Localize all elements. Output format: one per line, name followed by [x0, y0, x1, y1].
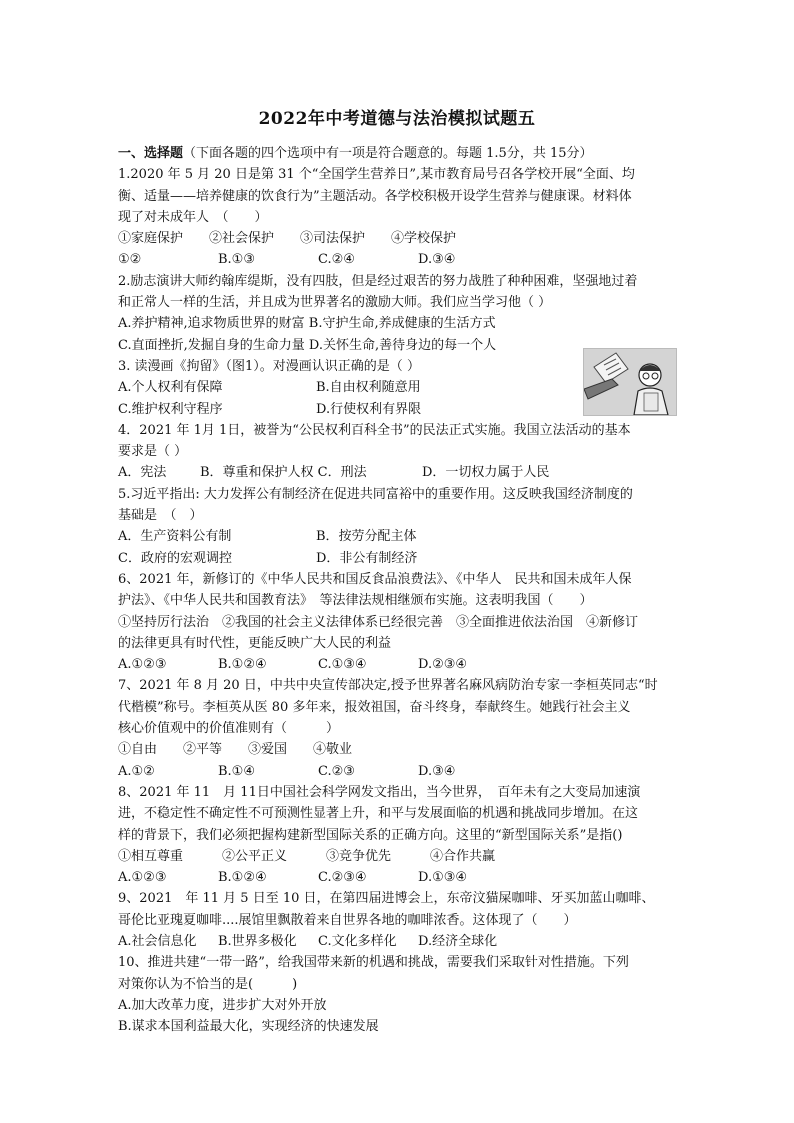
option-row [118, 313, 678, 334]
question-text-line: 6、2021 年，新修订的《中华人民共和国反食品浪费法》、《中华人 民共和国未成年人保 [118, 571, 632, 587]
question-text-line: 7、2021 年 8 月 20 日，中共中央宣传部决定,授予世界著名麻风病防治专家一李桓英同志“时 [118, 678, 658, 694]
answer-option: C.②③ [318, 763, 355, 779]
answer-option: A.加大改革力度，进步扩大对外开放 [118, 997, 327, 1013]
answer-option: A.个人权利有保障 [118, 380, 223, 396]
answer-option: B.①②④ [218, 870, 267, 886]
answer-option: A．宪法 [118, 465, 167, 481]
question-text-line: ①家庭保护 ②社会保护 ③司法保护 ④学校保护 [118, 231, 457, 247]
option-row [118, 995, 678, 1016]
question-text-line: 9、2021 年 11 月 5 日至 10 日，在第四届进博会上，东帝汶猫屎咖啡、牙买加蓝山咖啡、 [118, 891, 655, 907]
section-label: 一、选择题 [118, 146, 184, 161]
option-row [118, 249, 678, 270]
answer-option: C.①③④ [318, 657, 367, 673]
answer-option: C．政府的宏观调控 [118, 550, 232, 566]
question-text-line: 样的背景下，我们必须把握构建新型国际关系的正确方向。这里的“新型国际关系”是指() [118, 827, 623, 843]
option-row [118, 526, 678, 547]
answer-option: D.经济全球化 [418, 933, 498, 949]
option-row [118, 462, 678, 483]
answer-option: D.③④ [418, 763, 456, 779]
question-text-line: 3. 读漫画《拘留》（图1）。对漫画认识正确的是（ ） [118, 358, 420, 374]
answer-option: C.文化多样化 [318, 933, 397, 949]
question-text-line: 基础是 （ ） [118, 508, 203, 524]
answer-option: D.行使权利有界限 [316, 401, 422, 417]
question-text-line: 哥伦比亚瑰夏咖啡....展馆里飘散着来自世界各地的咖啡浓香。这体现了（ ） [118, 912, 577, 928]
question-text-line: 1.2020 年 5 月 20 日是第 31 个“全国学生营养日”,某市教育局号召各学校开展“全面、均 [118, 167, 635, 183]
answer-option: A.养护精神,追求物质世界的财富 B.守护生命,养成健康的生活方式 [118, 316, 496, 332]
answer-option: B.①②④ [218, 657, 267, 673]
question-text-line: 8、2021 年 11 月 11日中国社会科学网发文指出，当今世界， 百年未有之大变局加速演 [118, 784, 641, 800]
option-row [118, 931, 678, 952]
cartoon-image [583, 348, 677, 416]
answer-option: A.社会信息化 [118, 933, 197, 949]
question-text-line: 现了对未成年人 （ ） [118, 209, 268, 225]
question-text-line: 核心价值观中的价值准则有（ ） [118, 721, 340, 737]
answer-option: D．非公有制经济 [316, 550, 418, 566]
option-row [118, 1016, 678, 1037]
question-text-line: 4．2021 年 1月 1日，被誉为“公民权利百科全书”的民法正式实施。我国立法活动的基本 [118, 422, 631, 438]
question-text-line: ①坚持厉行法治 ②我国的社会主义法律体系已经很完善 ③全面推进依法治国 ④新修订 [118, 614, 639, 630]
answer-option: B.①③ [218, 252, 255, 268]
question-text-line: 10、推进共建“一带一路”，给我国带来新的机遇和挑战，需要我们采取针对性措施。下列 [118, 955, 629, 971]
question-text-line: 要求是（ ） [118, 444, 188, 460]
question-text-line: 进，不稳定性不确定性不可预测性显著上升，和平与发展面临的机遇和挑战同步增加。在这 [118, 806, 639, 822]
question-text-line: 2.励志演讲大师约翰库缇斯，没有四肢，但是经过艰苦的努力战胜了种种困难，坚强地过着 [118, 273, 638, 289]
answer-option: D．一切权力属于人民 [422, 465, 550, 481]
question-text-line: 对策你认为不恰当的是( ) [118, 976, 298, 992]
question-text-line: 和正常人一样的生活，并且成为世界著名的激励大师。我们应当学习他（ ） [118, 295, 552, 311]
answer-option: B.世界多极化 [218, 933, 297, 949]
question-text-line: 5.习近平指出: 大力发挥公有制经济在促进共同富裕中的重要作用。这反映我国经济制度的 [118, 486, 633, 502]
question-text-line: 护法》、《中华人民共和国教育法》 等法律法规相继颁布实施。这表明我国（ ） [118, 593, 593, 609]
answer-option: A．生产资料公有制 [118, 529, 232, 545]
answer-option: D.③④ [418, 252, 456, 268]
answer-option: B．按劳分配主体 [316, 529, 417, 545]
answer-option: ①② [118, 252, 142, 268]
option-row [118, 867, 678, 888]
option-row [118, 548, 678, 569]
answer-option: C.②④ [318, 252, 355, 268]
option-row [118, 654, 678, 675]
question-text-line: 代楷模”称号。李桓英从医 80 多年来，报效祖国，奋斗终身，奉献终生。她践行社会主义 [118, 699, 631, 715]
answer-option: C.直面挫折,发掘自身的生命力量 D.关怀生命,善待身边的每一个人 [118, 337, 497, 353]
section-header [118, 143, 678, 164]
answer-option: A.①② [118, 763, 155, 779]
question-text-line: ①相互尊重 ②公平正义 ③竞争优先 ④合作共赢 [118, 848, 496, 864]
section-instruction: （下面各题的四个选项中有一项是符合题意的。每题 1.5分，共 15分） [183, 146, 593, 161]
answer-option: A.①②③ [118, 657, 167, 673]
answer-option: C.维护权利守程序 [118, 401, 223, 417]
answer-option: B.自由权利随意用 [316, 380, 421, 396]
option-row [118, 761, 678, 782]
answer-option: D.②③④ [418, 657, 468, 673]
question-list [118, 143, 678, 1037]
question-text-line: ①自由 ②平等 ③爱国 ④敬业 [118, 742, 353, 758]
question-text-line: 衡、适量——培养健康的饮食行为”主题活动。各学校积极开设学生营养与健康课。材料体 [118, 188, 632, 204]
answer-option: B.谋求本国利益最大化，实现经济的快速发展 [118, 1019, 379, 1035]
page-title: 2022年中考道德与法治模拟试题五 [258, 109, 536, 129]
answer-option: C.②③④ [318, 870, 367, 886]
answer-option: B.①④ [218, 763, 255, 779]
cartoon-drawing [584, 349, 676, 415]
answer-option: A.①②③ [118, 870, 167, 886]
question-text-line: 的法律更具有时代性，更能反映广大人民的利益 [118, 635, 392, 651]
answer-option: D.①③④ [418, 870, 468, 886]
answer-option: B．尊重和保护人权 C．刑法 [200, 465, 367, 481]
